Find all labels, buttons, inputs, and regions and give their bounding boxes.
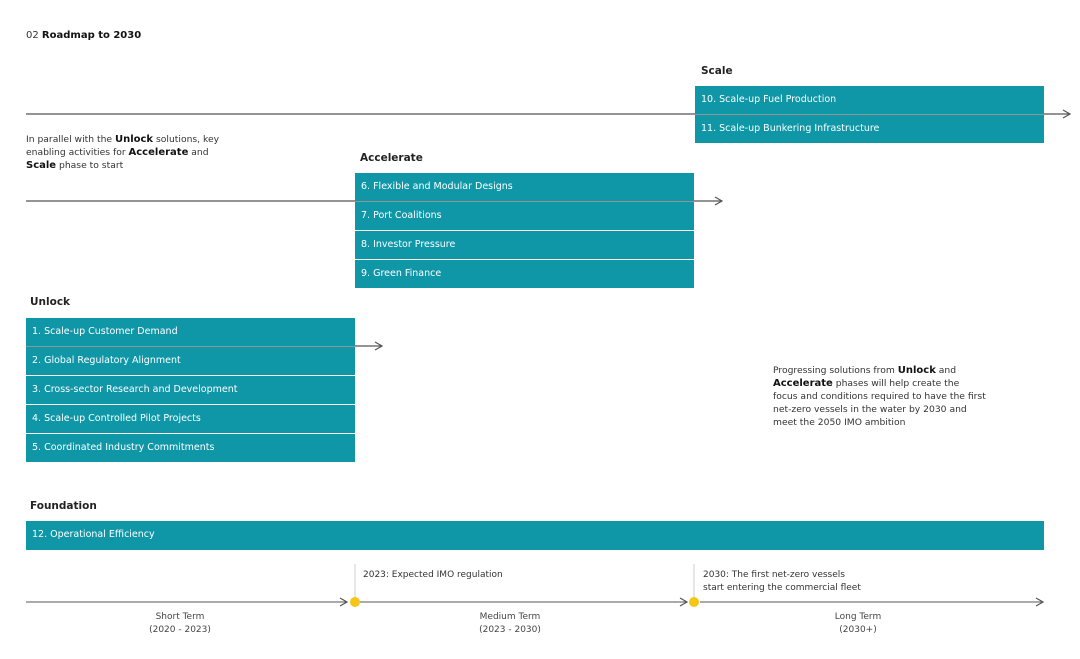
accelerate-label: Accelerate — [360, 152, 423, 164]
accelerate-item: 8. Investor Pressure — [355, 231, 694, 259]
accelerate-item: 7. Port Coalitions — [355, 202, 694, 230]
unlock-item: 5. Coordinated Industry Commitments — [26, 434, 355, 462]
unlock-label: Unlock — [30, 296, 71, 308]
foundation-label: Foundation — [30, 500, 97, 512]
unlock-item: 4. Scale-up Controlled Pilot Projects — [26, 405, 355, 433]
unlock-item: 2. Global Regulatory Alignment — [26, 347, 355, 375]
scale-label: Scale — [701, 65, 733, 77]
unlock-item: 1. Scale-up Customer Demand — [26, 318, 355, 346]
term-long: Long Term (2030+) — [834, 612, 882, 635]
title-text: Roadmap to 2030 — [41, 30, 142, 41]
parallel-note: In parallel with the Unlock solutions, key enabling activities for Accelerate and Scale phase to start — [26, 134, 220, 171]
milestone-2030-dot — [689, 597, 699, 607]
milestone-2030-label: 2030: The first net-zero vessels start entering the commercial fleet — [703, 570, 861, 593]
scale-item: 10. Scale-up Fuel Production — [695, 86, 1044, 114]
term-medium: Medium Term (2023 - 2030) — [479, 612, 541, 635]
milestone-2023-dot — [350, 597, 360, 607]
term-short: Short Term (2020 - 2023) — [149, 612, 211, 635]
title-prefix: 02 — [26, 30, 39, 41]
page-title — [26, 30, 141, 41]
scale-item: 11. Scale-up Bunkering Infrastructure — [695, 115, 1044, 143]
progress-note: Progressing solutions from Unlock and Accelerate phases will help create the focus and conditions required to have the first net-zero vessels in the water by 2030 and meet the 2050 IMO ambition — [773, 365, 986, 428]
accelerate-item: 6. Flexible and Modular Designs — [355, 173, 694, 201]
milestone-2023-label: 2023: Expected IMO regulation — [363, 570, 503, 580]
accelerate-item: 9. Green Finance — [355, 260, 694, 288]
foundation-item: 12. Operational Efficiency — [26, 521, 1044, 550]
unlock-item: 3. Cross-sector Research and Development — [26, 376, 355, 404]
